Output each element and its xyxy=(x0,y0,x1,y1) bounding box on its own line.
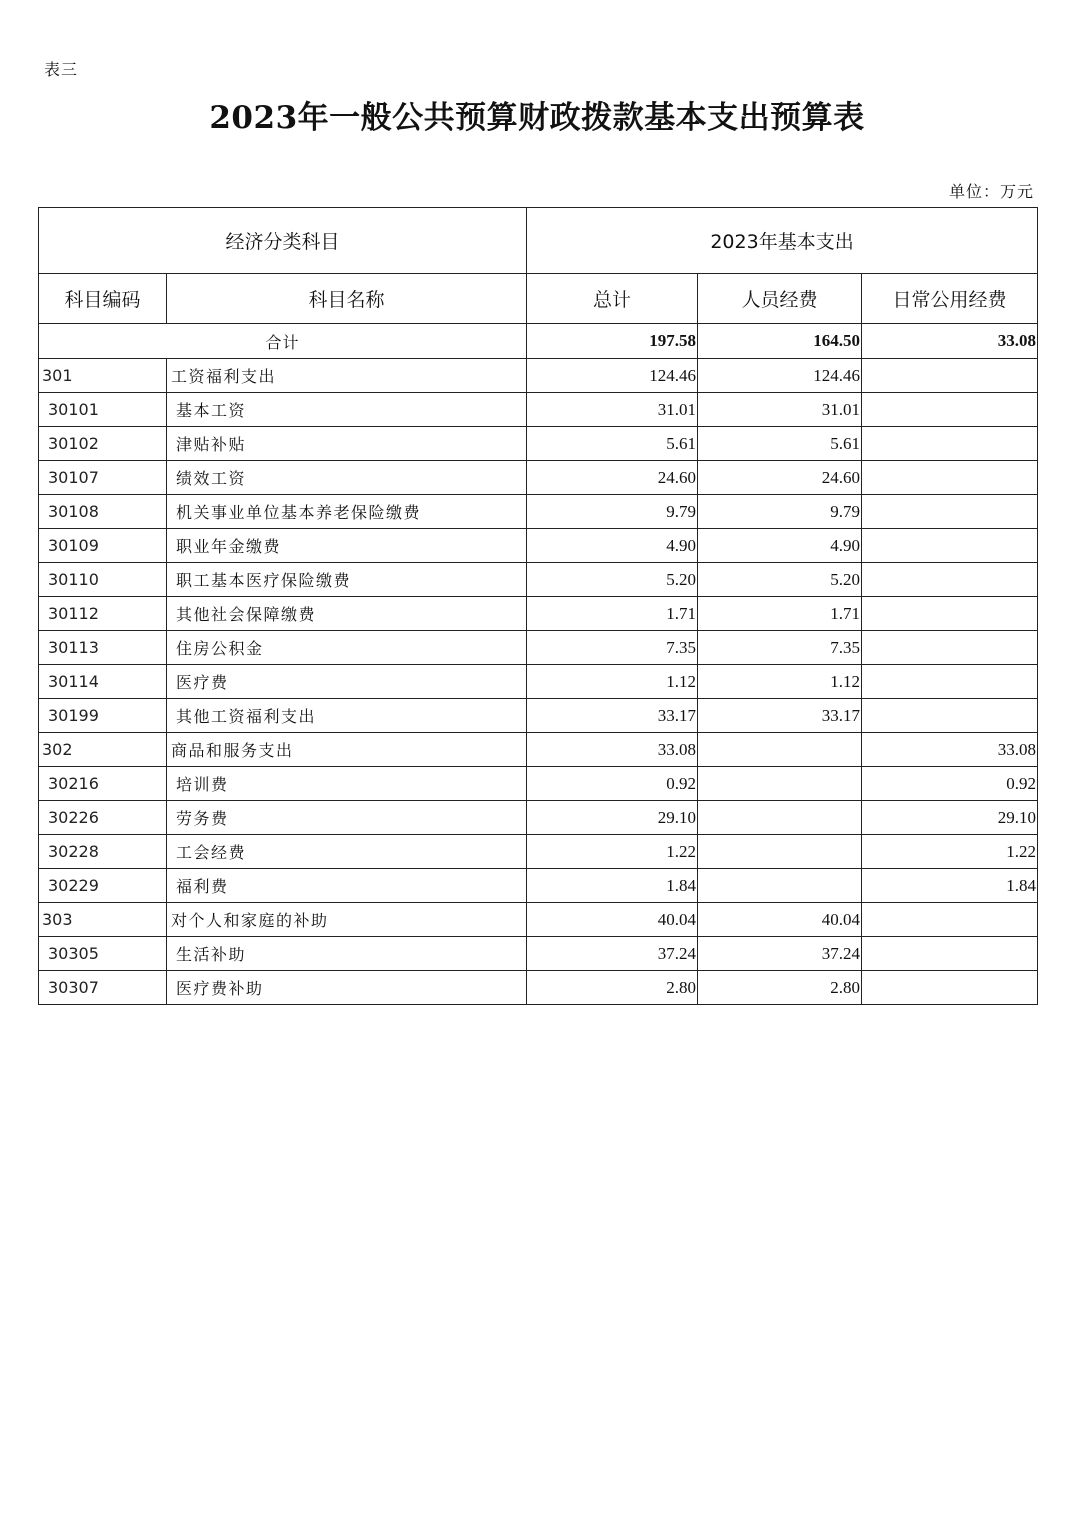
total-cell: 9.79 xyxy=(527,495,698,529)
total-cell: 33.17 xyxy=(527,699,698,733)
public-cell xyxy=(862,427,1038,461)
personnel-cell: 124.46 xyxy=(698,359,862,393)
column-header-row xyxy=(39,274,1038,324)
total-column-header: 总计 xyxy=(527,274,698,324)
table-row xyxy=(39,971,1038,1005)
public-cell xyxy=(862,393,1038,427)
total-cell: 1.84 xyxy=(527,869,698,903)
table-row xyxy=(39,801,1038,835)
total-cell: 29.10 xyxy=(527,801,698,835)
unit-label: 单位：万元 xyxy=(948,182,1034,201)
table-row xyxy=(39,427,1038,461)
personnel-cell: 33.17 xyxy=(698,699,862,733)
name-cell: 医疗费 xyxy=(167,665,527,699)
code-cell: 30108 xyxy=(39,495,167,529)
code-cell: 30228 xyxy=(39,835,167,869)
personnel-cell: 9.79 xyxy=(698,495,862,529)
table-row xyxy=(39,393,1038,427)
name-cell: 职业年金缴费 xyxy=(167,529,527,563)
name-cell: 商品和服务支出 xyxy=(167,733,527,767)
public-cell xyxy=(862,665,1038,699)
table-row xyxy=(39,903,1038,937)
personnel-cell: 7.35 xyxy=(698,631,862,665)
name-cell: 医疗费补助 xyxy=(167,971,527,1005)
table-row xyxy=(39,597,1038,631)
table-body xyxy=(39,324,1038,1005)
name-cell: 工会经费 xyxy=(167,835,527,869)
code-cell: 30113 xyxy=(39,631,167,665)
public-cell xyxy=(862,529,1038,563)
public-cell: 0.92 xyxy=(862,767,1038,801)
table-row xyxy=(39,937,1038,971)
table-row xyxy=(39,733,1038,767)
code-cell: 30112 xyxy=(39,597,167,631)
public-cell xyxy=(862,937,1038,971)
public-column-header: 日常公用经费 xyxy=(862,274,1038,324)
expenditure-group-header: 2023年基本支出 xyxy=(527,208,1038,274)
code-cell: 30226 xyxy=(39,801,167,835)
code-column-header: 科目编码 xyxy=(39,274,167,324)
table-row xyxy=(39,461,1038,495)
total-cell: 7.35 xyxy=(527,631,698,665)
code-cell: 30199 xyxy=(39,699,167,733)
personnel-cell: 40.04 xyxy=(698,903,862,937)
code-cell: 30216 xyxy=(39,767,167,801)
personnel-cell: 1.71 xyxy=(698,597,862,631)
name-cell: 津贴补贴 xyxy=(167,427,527,461)
total-cell: 124.46 xyxy=(527,359,698,393)
total-total-cell: 197.58 xyxy=(527,324,698,359)
table-row xyxy=(39,869,1038,903)
public-cell xyxy=(862,699,1038,733)
name-cell: 劳务费 xyxy=(167,801,527,835)
personnel-column-header: 人员经费 xyxy=(698,274,862,324)
name-cell: 培训费 xyxy=(167,767,527,801)
budget-table xyxy=(38,207,1038,1005)
personnel-cell: 37.24 xyxy=(698,937,862,971)
public-cell: 33.08 xyxy=(862,733,1038,767)
public-cell xyxy=(862,631,1038,665)
group-header-row xyxy=(39,208,1038,274)
table-row xyxy=(39,631,1038,665)
total-cell: 40.04 xyxy=(527,903,698,937)
total-public-cell: 33.08 xyxy=(862,324,1038,359)
public-cell xyxy=(862,495,1038,529)
table-row xyxy=(39,529,1038,563)
personnel-cell xyxy=(698,801,862,835)
total-cell: 31.01 xyxy=(527,393,698,427)
name-cell: 其他工资福利支出 xyxy=(167,699,527,733)
code-cell: 30110 xyxy=(39,563,167,597)
table-row xyxy=(39,359,1038,393)
table-row xyxy=(39,665,1038,699)
public-cell xyxy=(862,563,1038,597)
personnel-cell xyxy=(698,733,862,767)
name-cell: 其他社会保障缴费 xyxy=(167,597,527,631)
public-cell xyxy=(862,359,1038,393)
table-row xyxy=(39,835,1038,869)
personnel-cell: 1.12 xyxy=(698,665,862,699)
table-row xyxy=(39,699,1038,733)
personnel-cell: 2.80 xyxy=(698,971,862,1005)
personnel-cell: 5.20 xyxy=(698,563,862,597)
name-cell: 工资福利支出 xyxy=(167,359,527,393)
code-cell: 30109 xyxy=(39,529,167,563)
total-cell: 1.71 xyxy=(527,597,698,631)
name-cell: 基本工资 xyxy=(167,393,527,427)
code-cell: 302 xyxy=(39,733,167,767)
total-cell: 5.61 xyxy=(527,427,698,461)
personnel-cell: 4.90 xyxy=(698,529,862,563)
public-cell xyxy=(862,597,1038,631)
classification-group-header: 经济分类科目 xyxy=(39,208,527,274)
personnel-cell: 5.61 xyxy=(698,427,862,461)
personnel-cell: 24.60 xyxy=(698,461,862,495)
total-personnel-cell: 164.50 xyxy=(698,324,862,359)
name-column-header: 科目名称 xyxy=(167,274,527,324)
code-cell: 30101 xyxy=(39,393,167,427)
public-cell xyxy=(862,903,1038,937)
name-cell: 住房公积金 xyxy=(167,631,527,665)
personnel-cell: 31.01 xyxy=(698,393,862,427)
name-cell: 对个人和家庭的补助 xyxy=(167,903,527,937)
table-number-label: 表三 xyxy=(44,60,79,79)
total-row xyxy=(39,324,1038,359)
total-cell: 5.20 xyxy=(527,563,698,597)
code-cell: 303 xyxy=(39,903,167,937)
page-title: 2023年一般公共预算财政拨款基本支出预算表 xyxy=(209,100,865,136)
table-row xyxy=(39,767,1038,801)
name-cell: 生活补助 xyxy=(167,937,527,971)
code-cell: 30114 xyxy=(39,665,167,699)
total-cell: 33.08 xyxy=(527,733,698,767)
personnel-cell xyxy=(698,767,862,801)
total-label: 合计 xyxy=(39,324,527,359)
personnel-cell xyxy=(698,835,862,869)
personnel-cell xyxy=(698,869,862,903)
total-cell: 24.60 xyxy=(527,461,698,495)
code-cell: 30107 xyxy=(39,461,167,495)
public-cell: 1.84 xyxy=(862,869,1038,903)
total-cell: 37.24 xyxy=(527,937,698,971)
public-cell xyxy=(862,971,1038,1005)
name-cell: 绩效工资 xyxy=(167,461,527,495)
total-cell: 4.90 xyxy=(527,529,698,563)
name-cell: 职工基本医疗保险缴费 xyxy=(167,563,527,597)
public-cell xyxy=(862,461,1038,495)
code-cell: 30102 xyxy=(39,427,167,461)
total-cell: 1.12 xyxy=(527,665,698,699)
total-cell: 2.80 xyxy=(527,971,698,1005)
public-cell: 29.10 xyxy=(862,801,1038,835)
total-cell: 0.92 xyxy=(527,767,698,801)
public-cell: 1.22 xyxy=(862,835,1038,869)
total-cell: 1.22 xyxy=(527,835,698,869)
code-cell: 301 xyxy=(39,359,167,393)
code-cell: 30307 xyxy=(39,971,167,1005)
name-cell: 福利费 xyxy=(167,869,527,903)
table-row xyxy=(39,563,1038,597)
name-cell: 机关事业单位基本养老保险缴费 xyxy=(167,495,527,529)
code-cell: 30305 xyxy=(39,937,167,971)
code-cell: 30229 xyxy=(39,869,167,903)
table-row xyxy=(39,495,1038,529)
